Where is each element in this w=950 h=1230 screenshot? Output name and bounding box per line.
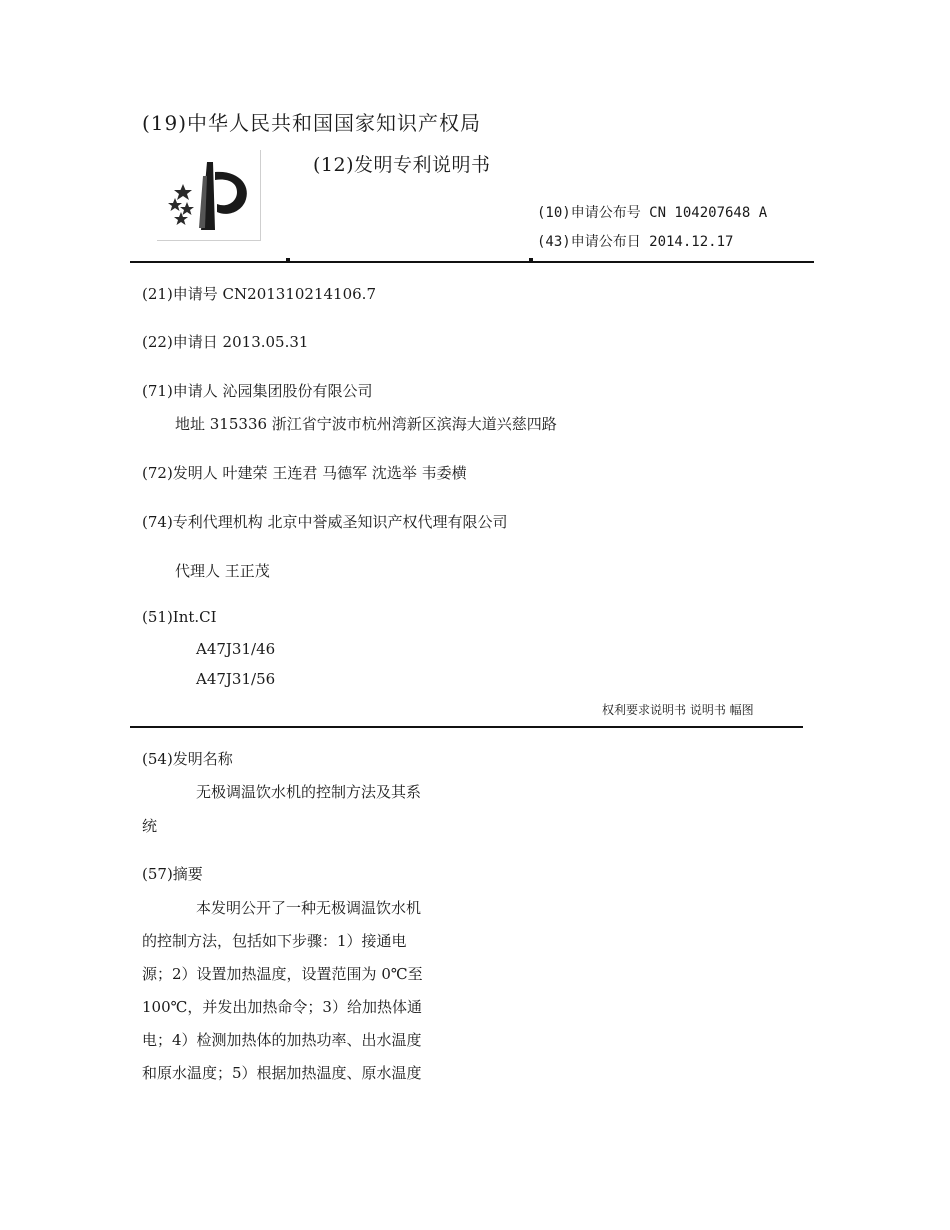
header-divider bbox=[130, 261, 814, 263]
issuing-office: (19)中华人民共和国国家知识产权局 bbox=[142, 111, 482, 135]
application-date: (22)申请日 2013.05.31 bbox=[142, 333, 309, 351]
document-type: (12)发明专利说明书 bbox=[313, 154, 491, 176]
abstract-line: 源；2）设置加热温度，设置范围为 0℃至 bbox=[142, 965, 423, 983]
office-logo bbox=[157, 150, 261, 241]
abstract-line: 电；4）检测加热体的加热功率、出水温度 bbox=[142, 1031, 422, 1049]
classification-code: A47J31/56 bbox=[196, 670, 276, 688]
patent-agency: (74)专利代理机构 北京中誉威圣知识产权代理有限公司 bbox=[142, 513, 508, 531]
invention-title-label: (54)发明名称 bbox=[142, 750, 233, 768]
publication-date: (43)申请公布日 2014.12.17 bbox=[537, 234, 734, 250]
abstract-line: 的控制方法，包括如下步骤：1）接通电 bbox=[142, 932, 407, 950]
document-sections-note: 权利要求说明书 说明书 幅图 bbox=[602, 703, 754, 717]
abstract-line: 和原水温度；5）根据加热温度、原水温度 bbox=[142, 1064, 422, 1082]
cnipa-emblem-icon bbox=[157, 150, 260, 240]
invention-title-line: 无极调温饮水机的控制方法及其系 bbox=[196, 783, 422, 801]
application-number: (21)申请号 CN201310214106.7 bbox=[142, 285, 376, 303]
applicant: (71)申请人 沁园集团股份有限公司 bbox=[142, 382, 373, 400]
abstract-line: 100℃，并发出加热命令；3）给加热体通 bbox=[142, 998, 422, 1016]
inventors: (72)发明人 叶建荣 王连君 马德军 沈选举 韦委横 bbox=[142, 464, 467, 482]
abstract-label: (57)摘要 bbox=[142, 865, 203, 883]
abstract-line: 本发明公开了一种无极调温饮水机 bbox=[196, 899, 422, 917]
divider-tick bbox=[529, 258, 533, 262]
patent-agent: 代理人 王正茂 bbox=[175, 562, 270, 580]
publication-number: (10)申请公布号 CN 104207648 A bbox=[537, 205, 768, 221]
classification-code: A47J31/46 bbox=[196, 640, 276, 658]
invention-title-line: 统 bbox=[142, 817, 158, 835]
biblio-divider bbox=[130, 726, 803, 728]
int-cl-label: (51)Int.CI bbox=[142, 608, 217, 626]
divider-tick bbox=[286, 258, 290, 262]
applicant-address: 地址 315336 浙江省宁波市杭州湾新区滨海大道兴慈四路 bbox=[175, 415, 557, 433]
